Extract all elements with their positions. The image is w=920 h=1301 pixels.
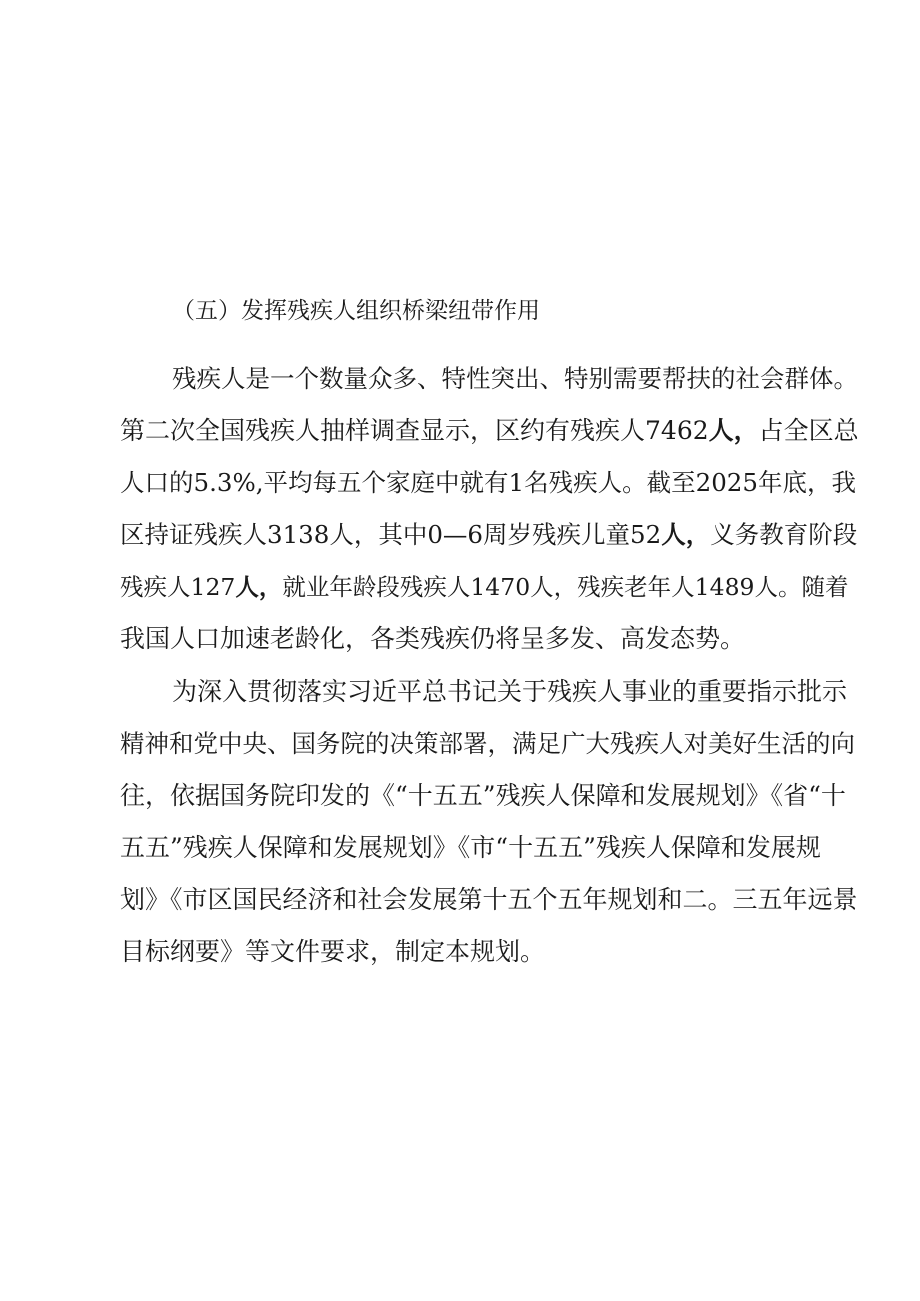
section-heading: （五）发挥残疾人组织桥梁纽带作用 [172,298,540,324]
paragraph-1-line-6: 我国人口加速老龄化，各类残疾仍将呈多发、高发态势。 [120,624,746,653]
paragraph-1-line-4-text-c: 义务教育阶段 [710,520,858,549]
paragraph-1-line-5-text-c: 就业年龄段残疾人1470人，残疾老年人1489人。随着 [282,573,849,601]
paragraph-1-line-2 [120,411,859,451]
paragraph-1-line-2-text-c: 占全区总 [758,416,859,445]
paragraph-1-line-2-text-a: 第二次全国残疾人抽样调查显示，区约有残疾人7462 [120,416,709,445]
paragraph-2-line-5: 划》《市区国民经济和社会发展第十五个五年规划和二。三五年远景 [120,885,858,914]
paragraph-1-line-1: 残疾人是一个数量众多、特性突出、特别需要帮扶的社会群体。 [172,364,858,393]
paragraph-2-line-1: 为深入贯彻落实习近平总书记关于残疾人事业的重要指示批示 [172,677,848,706]
paragraph-1-line-4 [120,515,857,555]
paragraph-2-line-6: 目标纲要》等文件要求，制定本规划。 [120,937,546,966]
paragraph-1-line-2-bold: 人， [708,416,759,445]
paragraph-1-line-4-text-a: 区持证残疾人3138人，其中0—6周岁残疾儿童52 [120,520,662,549]
paragraph-1-line-5-bold: 人， [235,573,283,601]
paragraph-2-line-2: 精神和党中央、国务院的决策部署，满足广大残疾人对美好生活的向 [120,729,855,758]
paragraph-1-line-4-bold: 人， [661,520,711,549]
paragraph-2-line-4: 五五”残疾人保障和发展规划》《市“十五五”残疾人保障和发展规 [120,833,821,862]
paragraph-1-line-3: 人口的5.3%,平均每五个家庭中就有1名残疾人。截至2025年底，我 [120,468,856,497]
paragraph-1-line-5 [120,567,848,607]
paragraph-2-line-3: 往，依据国务院印发的《“十五五”残疾人保障和发展规划》《省“十 [120,781,846,810]
paragraph-1-line-5-text-a: 残疾人127 [120,573,236,601]
